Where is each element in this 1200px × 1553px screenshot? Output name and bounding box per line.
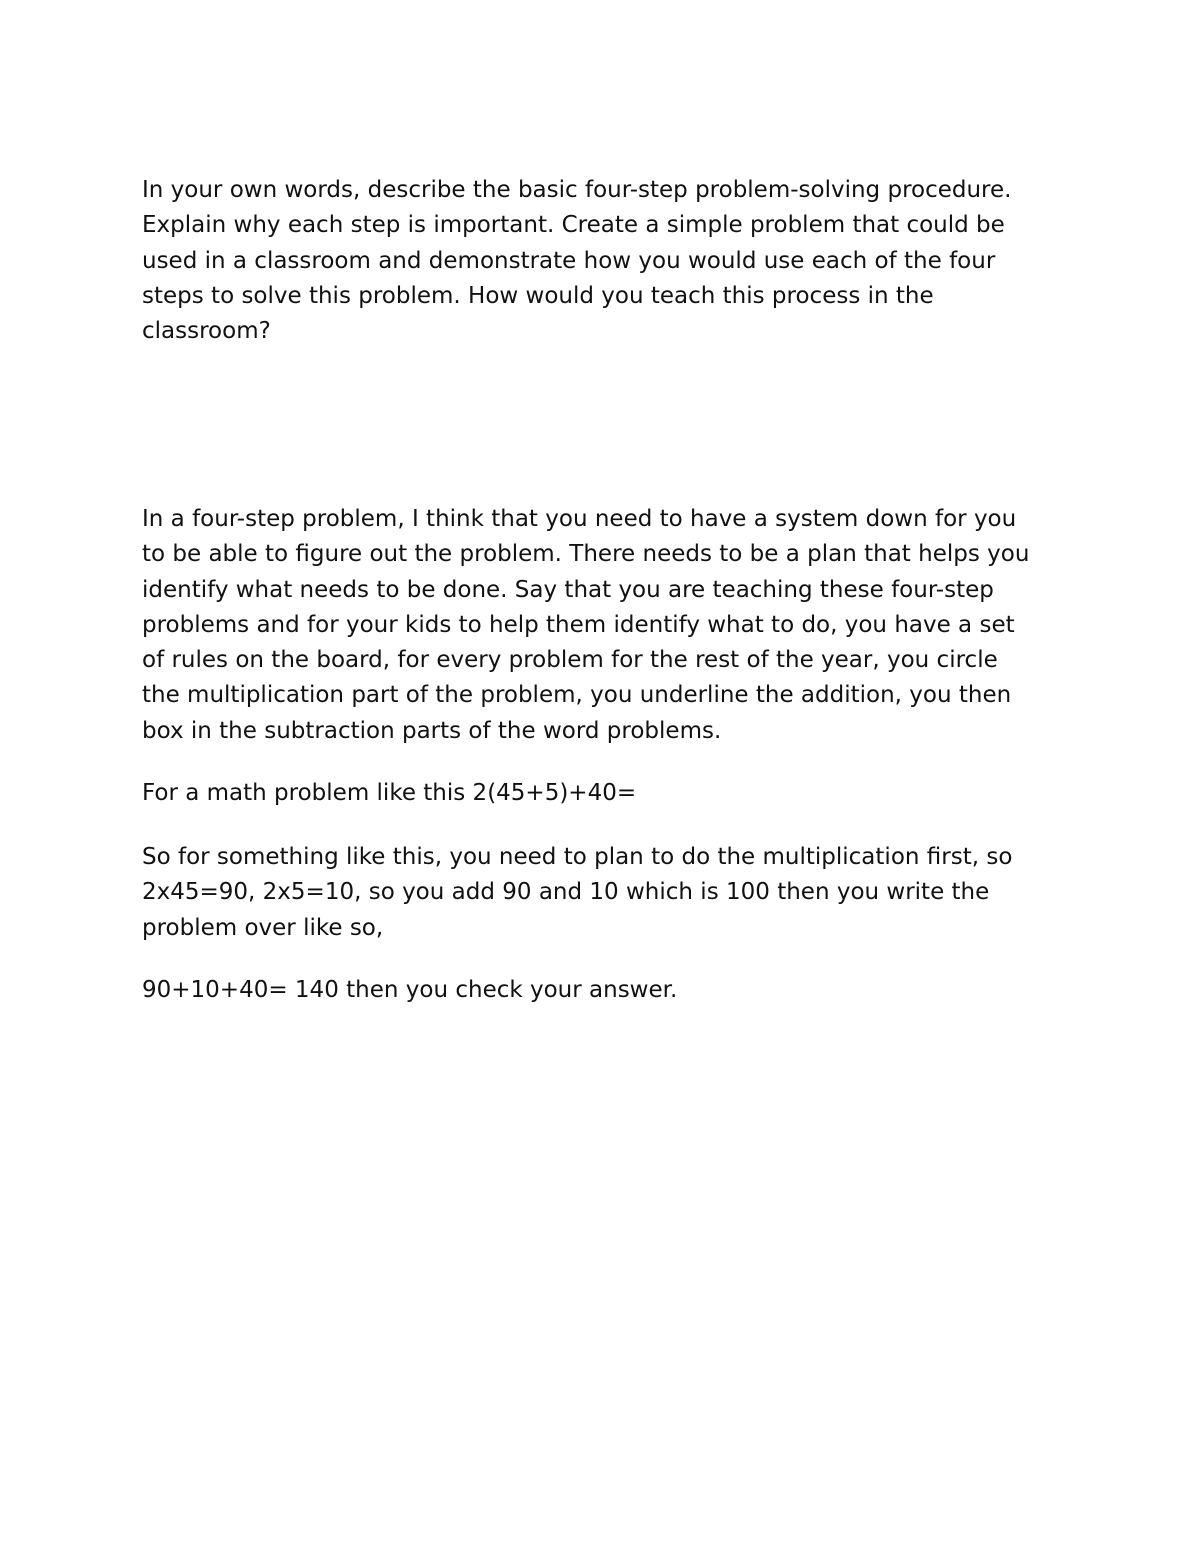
- answer-intro-text: In a four-step problem, I think that you need to have a system down for you to be able to figure out the problem. There needs to be a plan that helps you identify what needs to be done. Say that you are teaching these four-step problems and for your kids to help them identify what to do, you have a set of rules on the board, for every problem for the rest of the year, you circle the multiplication part of the problem, you underline the addition, you then box in the subtraction parts of the word problems.: [142, 506, 1030, 744]
- answer-intro-block: [142, 502, 1072, 749]
- plan-paragraph-text: So for something like this, you need to plan to do the multiplication first, so 2x45=90, 2x5=10, so you add 90 and 10 which is 100 then you write the problem over like so,: [142, 844, 1013, 941]
- check-paragraph-text: 90+10+40= 140 then you check your answer.: [142, 977, 678, 1003]
- question-text: In your own words, describe the basic four-step problem-solving procedure. Explain why each step is important. Create a simple problem that could be used in a classroom and demonstrate how you would use each of the four steps to solve this problem. How would you teach this process in the classroom?: [142, 177, 1012, 345]
- plan-paragraph-block: [142, 840, 1072, 946]
- math-problem-block: [142, 776, 1072, 811]
- check-paragraph-block: [142, 973, 1072, 1008]
- question-block: [142, 173, 1072, 349]
- math-problem-text: For a math problem like this 2(45+5)+40=: [142, 780, 637, 806]
